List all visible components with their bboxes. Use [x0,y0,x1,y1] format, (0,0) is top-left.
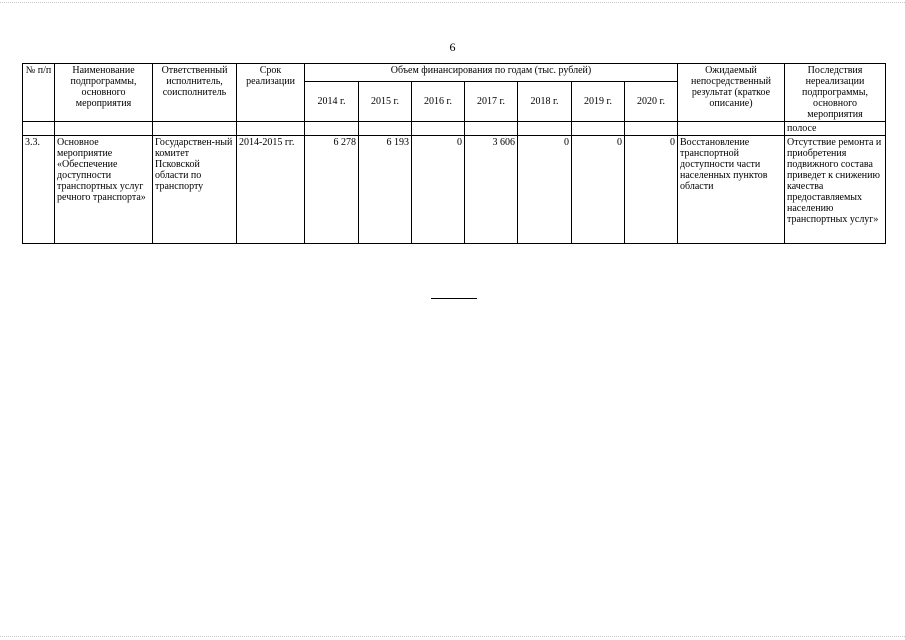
col-term-header: Срок реализации [237,64,305,122]
value-2015: 6 193 [359,136,412,244]
continuation-row [23,122,886,136]
col-funding-header: Объем финансирования по годам (тыс. рублей) [305,64,678,82]
cont-cell [518,122,572,136]
scan-edge-top [0,2,905,3]
cont-cell [153,122,237,136]
row-result: Восстановление транспортной доступности части населенных пунктов области [678,136,785,244]
col-result-header: Ожидаемый непосредственный результат (краткое описание) [678,64,785,122]
year-header-2020: 2020 г. [625,82,678,122]
year-header-2018: 2018 г. [518,82,572,122]
cont-cell [305,122,359,136]
cont-cell [237,122,305,136]
page-number: 6 [449,40,456,54]
year-header-2017: 2017 г. [465,82,518,122]
header-row [23,64,886,82]
value-2014: 6 278 [305,136,359,244]
row-num: 3.3. [23,136,55,244]
row-name: Основное мероприятие «Обеспечение доступности транспортных услуг речного транспорта» [55,136,153,244]
table-row [23,136,886,244]
col-num-header: № п/п [23,64,55,122]
row-consequences: Отсутствие ремонта и приобретения подвижного состава приведет к снижению качества предоставляемых населению транспортных услуг» [785,136,886,244]
value-2018: 0 [518,136,572,244]
cont-cell [625,122,678,136]
value-2019: 0 [572,136,625,244]
value-2017: 3 606 [465,136,518,244]
row-term: 2014-2015 гг. [237,136,305,244]
cont-cell [412,122,465,136]
col-responsible-header: Ответственный исполнитель, соисполнитель [153,64,237,122]
end-divider-line [431,298,477,299]
scan-edge-bottom [0,636,905,637]
col-consequences-header: Последствия нереализации подпрограммы, основного мероприятия [785,64,886,122]
year-header-2019: 2019 г. [572,82,625,122]
cont-cell [23,122,55,136]
cont-cell [465,122,518,136]
value-2016: 0 [412,136,465,244]
cont-cell [572,122,625,136]
cont-cell [359,122,412,136]
year-header-2015: 2015 г. [359,82,412,122]
year-header-2014: 2014 г. [305,82,359,122]
funding-table [22,63,886,244]
col-name-header: Наименование подпрограммы, основного мероприятия [55,64,153,122]
cont-cell [55,122,153,136]
cont-cell [678,122,785,136]
year-header-2016: 2016 г. [412,82,465,122]
value-2020: 0 [625,136,678,244]
row-responsible: Государствен-ный комитет Псковской области по транспорту [153,136,237,244]
continuation-text: полосе [785,122,886,136]
